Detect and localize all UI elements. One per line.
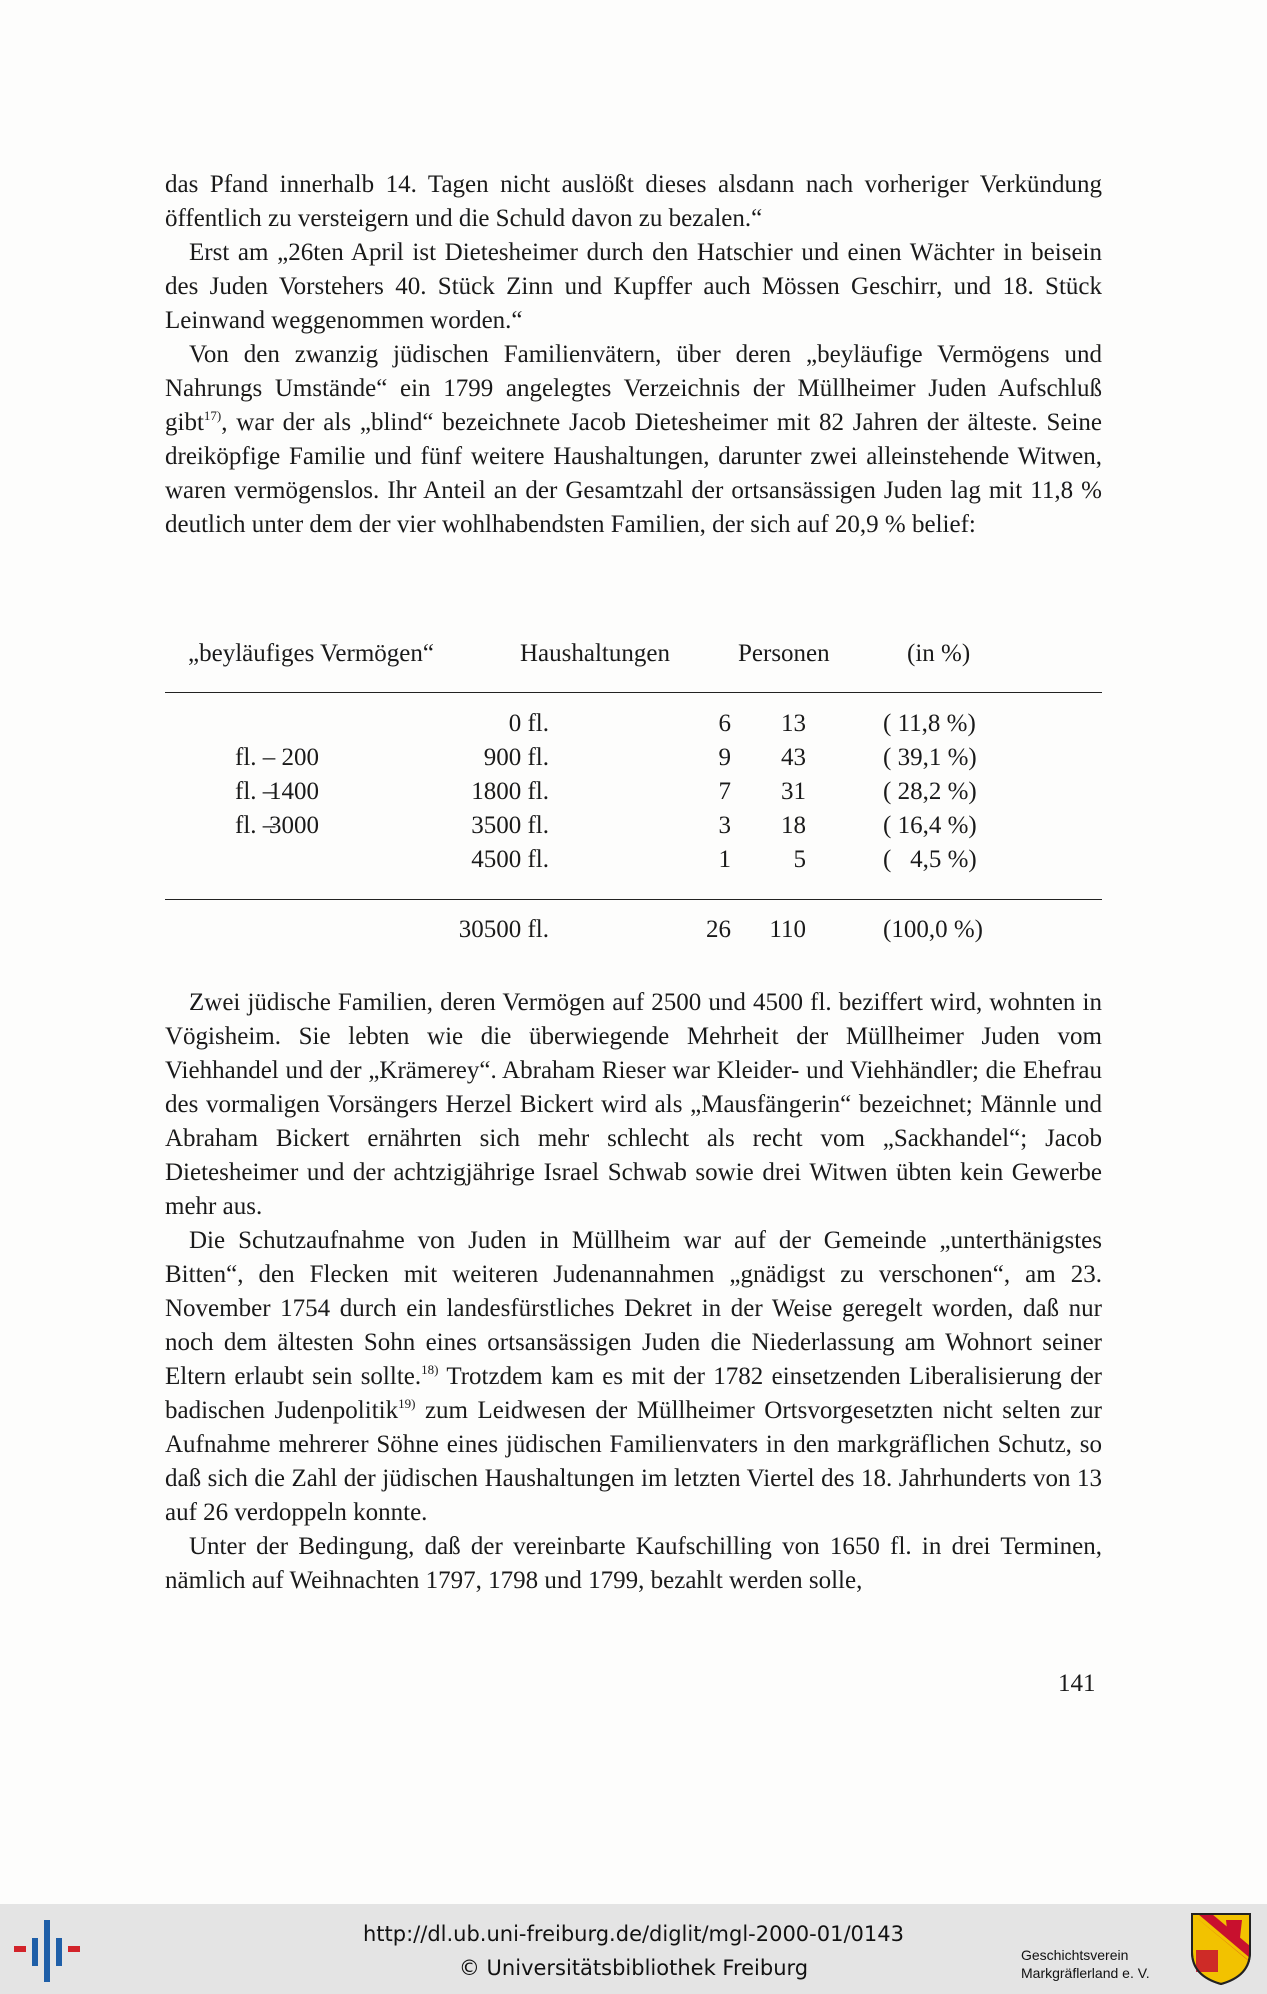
text-block-top [165,168,1102,542]
paragraph: Zwei jüdische Familien, deren Vermögen auf 2500 und 4500 fl. beziffert wird, wohnten in Vögisheim. Sie lebten wie die überwiegende Mehrheit der Müllheimer Juden vom Viehhandel und der „Krämerey“. Abraham Rieser war Kleider- und Viehhändler; die Ehefrau des vormaligen Vorsängers Herzel Bickert wird als „Mausfängerin“ bezeichnet; Männle und Abraham Bickert ernährten sich mehr schlecht als recht vom „Sackhandel“; Jacob Dietesheimer und der achtzigjährige Israel Schwab sowie drei Witwen übten kein Gewerbe mehr aus. [165,989,1102,1220]
col-header-households: Haushaltungen [520,640,670,667]
table-row: 3000 fl. – 3500 fl. 3 18 ( 16,4 %) [235,812,977,839]
footnote-ref[interactable]: 19) [398,1396,416,1411]
table-rule-top [165,692,1102,693]
col-header-wealth: „beyläufiges Vermögen“ [188,640,434,667]
table-row: 4500 fl. 1 5 ( 4,5 %) [471,846,977,873]
table-header-row [165,640,1102,674]
paragraph: Erst am „26ten April ist Dietesheimer durch den Hatschier und einen Wächter in beisein des Juden Vorstehers 40. Stück Zinn und Kupffer auch Mössen Geschirr, und 18. Stück Leinwand weggenommen worden.“ [165,239,1102,334]
table-body [165,710,1102,880]
table-row: 0 fl. 6 13 ( 11,8 %) [508,710,976,737]
footer-url-link[interactable]: http://dl.ub.uni-freiburg.de/diglit/mgl-2000-01/0143 [362,1922,904,1946]
table-row: 200 fl. – 900 fl. 9 43 ( 39,1 %) [235,744,977,771]
paragraph: Die Schutzaufnahme von Juden in Müllheim war auf der Gemeinde „unterthänigstes Bitten“, den Flecken mit weiteren Judenannahmen „gnädigst zu verschonen“, am 23. November 1754 durch ein landesfürstliches Dekret in der Weise geregelt worden, daß nur noch dem ältesten Sohn eines ortsansässigen Juden die Niederlassung am Wohnort seiner Eltern erlaubt sein sollte.$^{18)}$ Trotzdem kam es mit der 1782 einsetzenden Liberalisierung der badischen Judenpolitik$^{19)}$ zum Leidwesen der Müllheimer Ortsvorgesetzten nicht selten zur Aufnahme mehrerer Söhne eines jüdischen Familienvaters in den markgräflichen Schutz, so daß sich die Zahl der jüdischen Haushaltungen im letzten Viertel des 18. Jahrhunderts von 13 auf 26 verdoppeln konnte. [165,1227,1102,1526]
table-total-row: 30500 fl. 26 110 (100,0 %) [458,916,983,943]
paragraph: Unter der Bedingung, daß der vereinbarte Kaufschilling von 1650 fl. in drei Terminen, nämlich auf Weihnachten 1797, 1798 und 1799, bezahlt werden solle, [165,1533,1102,1594]
footnote-ref[interactable]: 17) [203,408,222,423]
wealth-table [165,640,1102,943]
footer-copyright: © Universitätsbibliothek Freiburg [458,1956,809,1980]
table-row: 1400 fl. – 1800 fl. 7 31 ( 28,2 %) [235,778,977,805]
paragraph: das Pfand innerhalb 14. Tagen nicht auslößt dieses alsdann nach vorheriger Verkündung öffentlich zu versteigern und die Schuld davon zu bezalen.“ [165,171,1102,232]
table-rule-bottom [165,899,1102,900]
footnote-ref[interactable]: 18) [421,1362,439,1377]
text-block-bottom [165,986,1102,1598]
col-header-percent: (in %) [907,640,971,667]
footer-bar [0,1904,1267,1994]
coat-of-arms-icon [1190,1912,1252,1986]
col-header-persons: Personen [738,640,830,667]
society-name: Geschichtsverein Markgräflerland e. V. [1021,1947,1150,1981]
page-number: 141 [1058,1670,1096,1697]
paragraph: Von den zwanzig jüdischen Familienvätern, über deren „beyläufige Vermögens und Nahrungs Umstände“ ein 1799 angelegtes Verzeichnis der Müllheimer Juden Aufschluß gibt$^{17)}$, war der als „blind“ bezeichnete Jacob Dietesheimer mit 82 Jahren der älteste. Seine dreiköpfige Familie und fünf weitere Haushaltungen, darunter zwei alleinstehende Witwen, waren vermögenslos. Ihr Anteil an der Gesamtzahl der ortsansässigen Juden lag mit 11,8 % deutlich unter dem der vier wohlhabendsten Familien, der sich auf 20,9 % belief: [165,341,1102,538]
